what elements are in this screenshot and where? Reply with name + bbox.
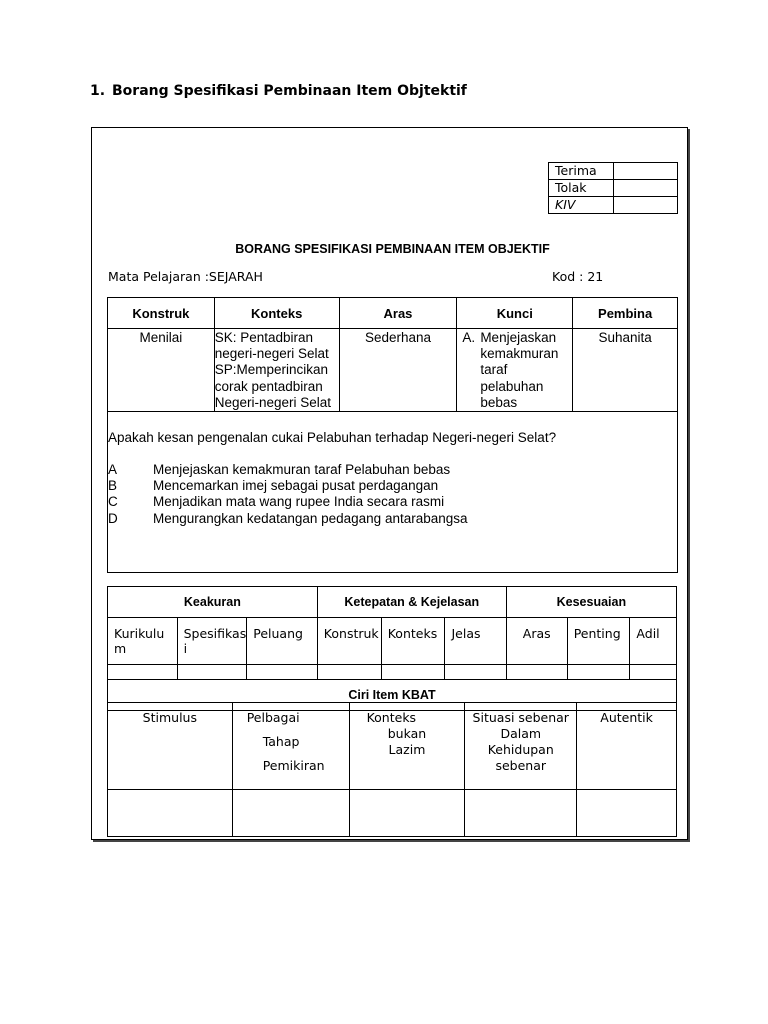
entry-cell[interactable] xyxy=(232,790,349,837)
sub-jelas: Jelas xyxy=(445,618,506,665)
form-title: BORANG SPESIFIKASI PEMBINAAN ITEM OBJEKTIF xyxy=(235,242,550,256)
spec-header-row xyxy=(108,298,678,329)
entry-cell[interactable] xyxy=(506,665,567,680)
sub-line: Kurikulu xyxy=(114,626,165,641)
header-konteks: Konteks xyxy=(214,298,339,329)
header-aras: Aras xyxy=(339,298,457,329)
konteks-line: negeri-negeri Selat xyxy=(214,346,329,362)
eval-group-row xyxy=(108,587,677,618)
kbat-konteks xyxy=(349,703,465,790)
kbat-line: bukan xyxy=(387,726,427,741)
status-label: Tolak xyxy=(549,180,614,197)
header-kunci: Kunci xyxy=(457,298,573,329)
konteks-line: SP:Memperincikan xyxy=(214,362,328,378)
option-text: Menjejaskan kemakmuran taraf Pelabuhan bebas xyxy=(153,462,451,478)
option-letter: B xyxy=(108,478,118,494)
cell-kunci xyxy=(457,329,573,412)
kbat-entry-row xyxy=(108,790,677,837)
spec-table xyxy=(107,297,678,573)
kbat-table xyxy=(107,702,677,837)
sub-penting: Penting xyxy=(567,618,630,665)
kbat-line: Konteks xyxy=(366,710,417,725)
code-label: Kod : 21 xyxy=(552,269,604,284)
konteks-line: Negeri-negeri Selat xyxy=(214,394,332,410)
kbat-autentik: Autentik xyxy=(577,703,677,790)
kbat-line: Pelbagai xyxy=(246,710,300,725)
status-row-kiv xyxy=(549,197,678,214)
kbat-line: sebenar xyxy=(495,758,547,773)
status-row-terima xyxy=(549,163,678,180)
sub-spesifikasi xyxy=(177,618,247,665)
status-check-cell[interactable] xyxy=(614,180,678,197)
entry-cell[interactable] xyxy=(577,790,677,837)
status-row-tolak xyxy=(549,180,678,197)
section-heading xyxy=(90,83,467,99)
evaluation-table xyxy=(107,586,677,711)
option-letter: C xyxy=(108,494,118,510)
question-row xyxy=(108,412,678,573)
option-a xyxy=(108,462,468,478)
option-d xyxy=(108,511,468,527)
option-letter: D xyxy=(108,510,118,526)
kbat-line: Situasi sebenar xyxy=(472,710,569,725)
entry-cell[interactable] xyxy=(317,665,381,680)
option-text: Menjadikan mata wang rupee India secara rasmi xyxy=(153,494,445,510)
status-label: KIV xyxy=(549,197,614,214)
kunci-line: Menjejaskan xyxy=(480,330,557,345)
spec-data-row xyxy=(108,329,678,412)
option-text: Mengurangkan kedatangan pedagang antarabangsa xyxy=(153,510,468,526)
group-ketepatan: Ketepatan & Kejelasan xyxy=(317,587,506,618)
sub-konstruk: Konstruk xyxy=(317,618,381,665)
kbat-line: Dalam xyxy=(500,726,542,741)
eval-entry-row xyxy=(108,665,677,680)
entry-cell[interactable] xyxy=(445,665,506,680)
kbat-criteria-row xyxy=(108,703,677,790)
entry-cell[interactable] xyxy=(630,665,677,680)
cell-aras: Sederhana xyxy=(339,329,457,412)
kunci-line: bebas xyxy=(480,394,518,410)
konteks-line: corak pentadbiran xyxy=(214,378,323,394)
status-check-cell[interactable] xyxy=(614,163,678,180)
sub-line: m xyxy=(114,641,127,656)
entry-cell[interactable] xyxy=(567,665,630,680)
sub-line: i xyxy=(183,641,188,656)
sub-adil: Adil xyxy=(630,618,677,665)
status-label: Terima xyxy=(549,163,614,180)
kbat-situasi xyxy=(465,703,577,790)
kunci-line: pelabuhan xyxy=(480,378,544,394)
kbat-stimulus: Stimulus xyxy=(108,703,233,790)
kbat-line: Tahap xyxy=(262,734,300,749)
entry-cell[interactable] xyxy=(247,665,318,680)
subject-label: Mata Pelajaran :SEJARAH xyxy=(108,269,263,284)
group-kesesuaian: Kesesuaian xyxy=(506,587,676,618)
eval-sub-row xyxy=(108,618,677,665)
status-box xyxy=(548,162,678,214)
kunci-letter: A. xyxy=(462,330,476,345)
option-c xyxy=(108,494,468,510)
option-list xyxy=(108,462,468,527)
kbat-title: Ciri Item KBAT xyxy=(108,680,677,711)
entry-cell[interactable] xyxy=(465,790,577,837)
cell-pembina: Suhanita xyxy=(573,329,678,412)
kbat-pelbagai xyxy=(232,703,349,790)
option-b xyxy=(108,478,468,494)
entry-cell[interactable] xyxy=(108,665,178,680)
sub-kurikulum xyxy=(108,618,178,665)
option-text: Mencemarkan imej sebagai pusat perdagangan xyxy=(153,478,439,494)
group-keakuran: Keakuran xyxy=(108,587,318,618)
sub-line: Spesifikas xyxy=(183,626,247,641)
cell-konstruk: Menilai xyxy=(108,329,215,412)
konteks-line: SK: Pentadbiran xyxy=(214,330,314,345)
entry-cell[interactable] xyxy=(349,790,465,837)
option-letter: A xyxy=(108,462,118,478)
sub-aras: Aras xyxy=(506,618,567,665)
section-number: 1. xyxy=(90,83,106,99)
kunci-line: kemakmuran xyxy=(480,346,559,362)
sub-peluang: Peluang xyxy=(247,618,318,665)
question-cell xyxy=(108,412,678,573)
entry-cell[interactable] xyxy=(381,665,445,680)
header-konstruk: Konstruk xyxy=(108,298,215,329)
status-check-cell[interactable] xyxy=(614,197,678,214)
kbat-line: Kehidupan xyxy=(487,742,554,757)
section-title: Borang Spesifikasi Pembinaan Item Objtektif xyxy=(112,83,467,99)
sub-konteks: Konteks xyxy=(381,618,445,665)
kbat-line: Lazim xyxy=(388,742,426,757)
entry-cell[interactable] xyxy=(177,665,247,680)
entry-cell[interactable] xyxy=(108,790,233,837)
question-text: Apakah kesan pengenalan cukai Pelabuhan terhadap Negeri-negeri Selat? xyxy=(108,430,557,446)
kbat-line: Pemikiran xyxy=(262,758,325,773)
kunci-line: taraf xyxy=(480,362,508,378)
header-pembina: Pembina xyxy=(573,298,678,329)
cell-konteks xyxy=(214,329,339,412)
